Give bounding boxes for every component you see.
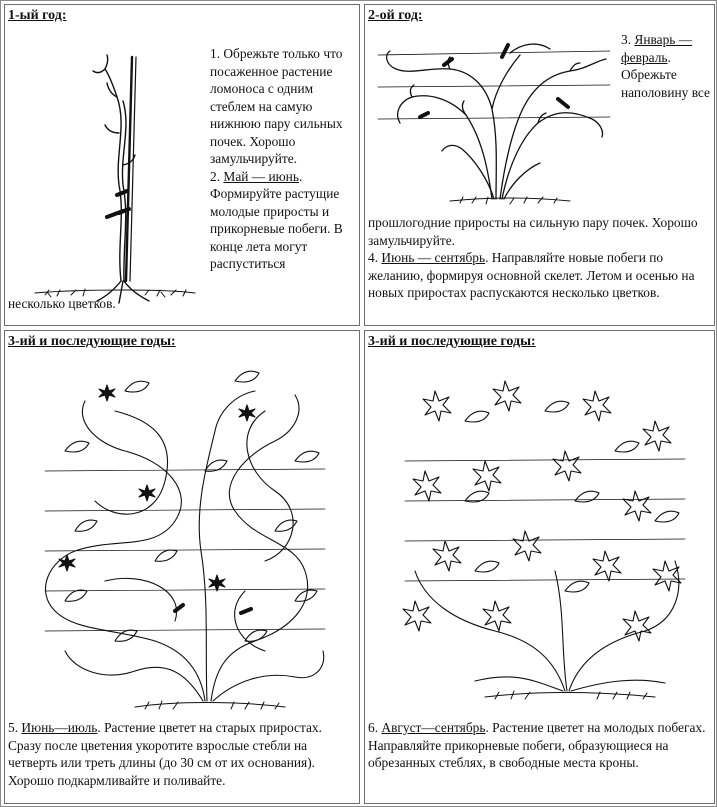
step-4-text: . Направляйте новые побеги по желанию, формируя основной скелет. Летом и осенью на новых приростах распускаются несколько цветков. [368,250,695,300]
step-3-continuation: прошлогодние приросты на сильную пару почек. Хорошо замульчируйте. [368,215,698,248]
step-3-4-text [368,214,711,302]
step-1-2-text [210,45,358,273]
step-6-text [368,719,711,772]
step-number: 6. [368,720,379,735]
panel-heading: 3-ий и последующие годы: [368,334,536,349]
young-plant-illustration [5,45,205,305]
period-label: Январь — февраль [621,32,693,65]
trellis-plant-illustration [370,19,620,209]
panel-heading: 3-ий и последующие годы: [8,334,176,349]
step-3-lead: . Обрежьте наполовину все [621,49,710,100]
step-2-text: . Формируйте растущие молодые приросты и прикорневые побеги. В конце лета могут распуститься [210,168,343,271]
step-number: 5. [8,720,19,735]
period-label: Июнь—июль [21,720,98,735]
step-number: 4. [368,250,379,265]
step-3-text [621,31,713,101]
panel-heading: 1-ый год: [8,8,67,23]
step-5-body: . Растение цветет на старых приростах. Сразу после цветения укоротите взрослые стебли на четверть или треть длины (до 30 см от их основания). Хорошо подкармливайте и поливайте. [8,720,322,788]
panel-later-years-autumn [364,330,715,804]
step-1-text: 1. Обрежьте только что посаженное растение ломоноса с одним стеблем на самую нижнюю пару сильных почек. Хорошо замульчируйте. [210,46,343,166]
mature-clematis-old-wood-illustration [5,351,359,711]
panel-later-years-spring [4,330,360,804]
period-label: Май — июнь [223,168,299,184]
mature-clematis-new-wood-illustration [365,351,714,711]
step-number: 2. [210,168,221,184]
panel-heading: 2-ой год: [368,8,423,23]
step-6-body: . Растение цветет на молодых побегах. Направляйте прикорневые побеги, образующиеся на обрезанных стеблях, в свободные места кроны. [368,720,706,770]
step-number: 3. [621,32,632,47]
panel-year-1 [4,4,360,326]
step-2-tail: несколько цветков. [8,296,116,311]
period-label: Август—сентябрь [381,720,486,735]
panel-year-2 [364,4,715,326]
step-5-text [8,719,356,789]
period-label: Июнь — сентябрь [381,250,486,265]
